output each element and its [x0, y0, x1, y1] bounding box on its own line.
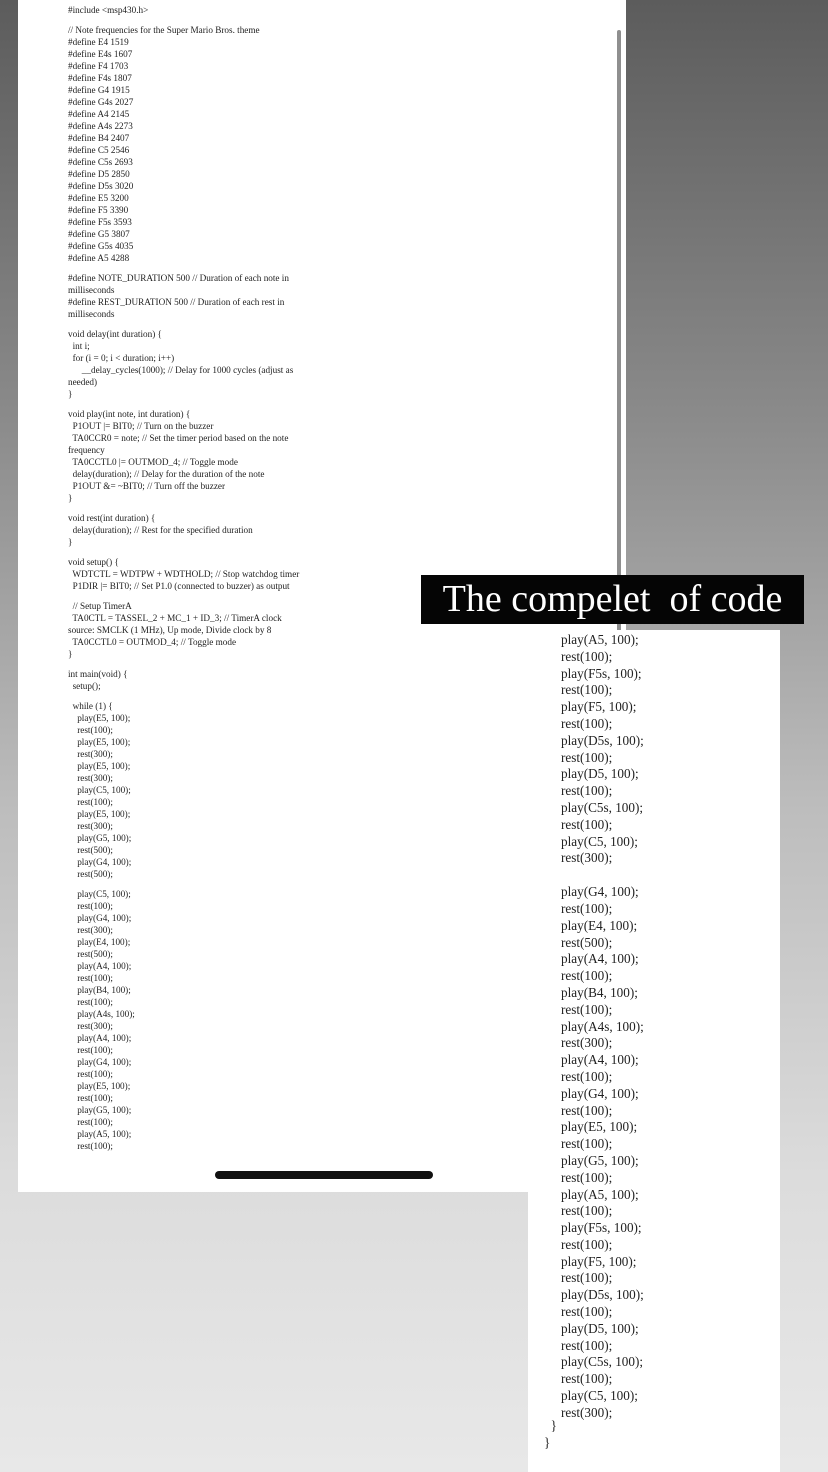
code-line: rest(100); [68, 1045, 113, 1055]
code-line: play(C5s, 100); [561, 1354, 644, 1370]
code-line: rest(100); [68, 725, 113, 735]
code-line: rest(100); [68, 1069, 113, 1079]
code-line: rest(300); [68, 821, 113, 831]
code-line: play(A4, 100); [561, 951, 639, 967]
code-line: rest(100); [561, 816, 613, 832]
code-line: #define E4 1519 [68, 37, 129, 47]
code-line: rest(100); [68, 901, 113, 911]
code-line: play(A4s, 100); [68, 1009, 135, 1019]
code-line: milliseconds [68, 309, 115, 319]
code-line: void setup() { [68, 557, 119, 567]
code-line: play(A5, 100); [561, 632, 639, 647]
code-line: #define A5 4288 [68, 253, 130, 263]
closing-brace: } [544, 1434, 551, 1450]
code-line: play(F5s, 100); [561, 665, 642, 681]
code-line: __delay_cycles(1000); // Delay for 1000 cycles (adjust as [68, 365, 294, 375]
code-line: rest(100); [68, 797, 113, 807]
code-line: P1DIR |= BIT0; // Set P1.0 (connected to buzzer) as output [68, 581, 290, 591]
code-line: rest(100); [561, 648, 613, 664]
code-line: #define F5s 3593 [68, 217, 132, 227]
code-line: TA0CCTL0 |= OUTMOD_4; // Toggle mode [68, 457, 238, 467]
code-line: rest(300); [561, 850, 613, 866]
home-indicator[interactable] [215, 1171, 433, 1179]
code-line: #define E4s 1607 [68, 49, 133, 59]
code-line: rest(500); [68, 845, 113, 855]
code-line: #define B4 2407 [68, 133, 130, 143]
code-line: #define G4 1915 [68, 85, 130, 95]
code-line: delay(duration); // Delay for the duration of the note [68, 469, 265, 479]
code-line: play(A4, 100); [68, 961, 132, 971]
code-line: for (i = 0; i < duration; i++) [68, 353, 175, 363]
code-line: #define F4 1703 [68, 61, 129, 71]
code-line: rest(100); [561, 1001, 613, 1017]
code-line: rest(100); [561, 1337, 613, 1353]
code-line: void rest(int duration) { [68, 513, 156, 523]
code-line: play(E5, 100); [68, 1081, 131, 1091]
code-line: P1OUT &= ~BIT0; // Turn off the buzzer [68, 481, 226, 491]
code-line: WDTCTL = WDTPW + WDTHOLD; // Stop watchdog timer [68, 569, 300, 579]
code-line: play(C5, 100); [68, 785, 131, 795]
code-line: rest(100); [561, 1236, 613, 1252]
code-line: play(E4, 100); [561, 917, 638, 933]
code-line: play(C5, 100); [68, 889, 131, 899]
code-line: rest(500); [68, 949, 113, 959]
blank-line [561, 867, 644, 884]
code-line: rest(100); [68, 973, 113, 983]
code-line: rest(500); [561, 934, 613, 950]
code-line: play(D5s, 100); [561, 1287, 644, 1303]
code-line: play(E5, 100); [68, 809, 131, 819]
code-line: rest(300); [68, 925, 113, 935]
code-line: rest(100); [561, 682, 613, 698]
code-line: play(G5, 100); [68, 833, 132, 843]
code-line: // Setup TimerA [68, 601, 132, 611]
code-line: TA0CCTL0 = OUTMOD_4; // Toggle mode [68, 637, 237, 647]
code-line: rest(100); [68, 1093, 113, 1103]
code-line: play(B4, 100); [68, 985, 131, 995]
code-line: play(G4, 100); [68, 857, 132, 867]
code-line: play(G4, 100); [561, 1085, 639, 1101]
code-line: while (1) { [68, 701, 113, 711]
code-line: play(G5, 100); [561, 1152, 639, 1168]
code-line: play(A4, 100); [561, 1052, 639, 1068]
code-line: #define G5s 4035 [68, 241, 134, 251]
code-line: delay(duration); // Rest for the specified duration [68, 525, 253, 535]
code-line: play(A5, 100); [68, 1129, 132, 1139]
code-line: rest(500); [68, 869, 113, 879]
code-line: play(C5s, 100); [561, 799, 644, 815]
code-line: void delay(int duration) { [68, 329, 162, 339]
code-line: play(E4, 100); [68, 937, 131, 947]
code-line: rest(100); [68, 1117, 113, 1127]
code-line: rest(100); [561, 1068, 613, 1084]
scrollbar[interactable] [617, 30, 621, 640]
code-line: rest(300); [68, 1021, 113, 1031]
blank-line [68, 16, 614, 24]
code-line: play(G4, 100); [68, 913, 132, 923]
code-line: int i; [68, 341, 90, 351]
caption-label: The compelet of code [421, 575, 804, 624]
code-line: play(F5, 100); [561, 1253, 637, 1269]
code-line: rest(100); [561, 900, 613, 916]
closing-brace: } [544, 1418, 557, 1433]
code-line: play(D5s, 100); [561, 732, 644, 748]
code-line: play(A4s, 100); [561, 1018, 644, 1034]
code-line: play(G5, 100); [68, 1105, 132, 1115]
code-line: play(F5, 100); [561, 699, 637, 715]
code-line: #define A4s 2273 [68, 121, 133, 131]
code-listing-right [561, 632, 644, 1422]
code-line: } [68, 389, 73, 399]
code-line: TA0CTL = TASSEL_2 + MC_1 + ID_3; // TimerA clock [68, 613, 282, 623]
code-line: P1OUT |= BIT0; // Turn on the buzzer [68, 421, 214, 431]
blank-line [68, 400, 614, 408]
code-line: needed) [68, 377, 98, 387]
code-line: rest(100); [561, 1169, 613, 1185]
code-line: #define C5s 2693 [68, 157, 133, 167]
code-line: int main(void) { [68, 669, 128, 679]
code-line: #define F4s 1807 [68, 73, 132, 83]
code-line: milliseconds [68, 285, 115, 295]
code-line: play(E5, 100); [68, 737, 131, 747]
code-line: rest(300); [68, 749, 113, 759]
code-line: TA0CCR0 = note; // Set the timer period based on the note [68, 433, 289, 443]
code-line: rest(100); [561, 1203, 613, 1219]
code-line: play(F5s, 100); [561, 1220, 642, 1236]
code-line: play(D5, 100); [561, 1320, 639, 1336]
code-line: rest(100); [561, 1270, 613, 1286]
code-line: rest(300); [68, 773, 113, 783]
code-line: } [68, 537, 73, 547]
code-line: play(E5, 100); [68, 713, 131, 723]
code-line: #define F5 3390 [68, 205, 129, 215]
code-line: #include <msp430.h> [68, 5, 149, 15]
code-line: // Note frequencies for the Super Mario Bros. theme [68, 25, 260, 35]
code-line: } [68, 649, 73, 659]
blank-line [68, 264, 614, 272]
code-line: #define D5s 3020 [68, 181, 134, 191]
code-page-right [528, 630, 780, 1472]
blank-line [68, 504, 614, 512]
code-line: frequency [68, 445, 105, 455]
code-line: rest(100); [561, 1136, 613, 1152]
code-line: rest(300); [561, 1404, 613, 1420]
code-line: rest(100); [68, 997, 113, 1007]
code-line: play(E5, 100); [68, 761, 131, 771]
code-line: play(A4, 100); [68, 1033, 132, 1043]
code-line: source: SMCLK (1 MHz), Up mode, Divide clock by 8 [68, 625, 272, 635]
code-line: rest(100); [561, 1304, 613, 1320]
blank-line [68, 320, 614, 328]
code-line: play(G4, 100); [561, 884, 639, 900]
code-line: play(E5, 100); [561, 1119, 638, 1135]
code-line: rest(300); [561, 1035, 613, 1051]
code-line: #define NOTE_DURATION 500 // Duration of each note in [68, 273, 289, 283]
blank-line [68, 548, 614, 556]
code-line: play(G4, 100); [68, 1057, 132, 1067]
code-line: play(B4, 100); [561, 984, 638, 1000]
code-line: rest(100); [561, 968, 613, 984]
code-line: rest(100); [561, 749, 613, 765]
code-line: rest(100); [561, 783, 613, 799]
code-line: #define REST_DURATION 500 // Duration of each rest in [68, 297, 285, 307]
code-line: #define A4 2145 [68, 109, 130, 119]
code-line: #define D5 2850 [68, 169, 130, 179]
code-line: play(C5, 100); [561, 1388, 638, 1404]
code-line: setup(); [68, 681, 101, 691]
code-line: rest(100); [561, 1371, 613, 1387]
code-line: rest(100); [561, 1102, 613, 1118]
code-line: #define G5 3807 [68, 229, 130, 239]
code-line: rest(100); [68, 1141, 113, 1151]
code-line: #define C5 2546 [68, 145, 130, 155]
code-line: play(A5, 100); [561, 1186, 639, 1202]
code-line: #define E5 3200 [68, 193, 129, 203]
code-line: #define G4s 2027 [68, 97, 134, 107]
code-line: } [68, 493, 73, 503]
code-line: void play(int note, int duration) { [68, 409, 191, 419]
code-line: play(D5, 100); [561, 766, 639, 782]
code-line: play(C5, 100); [561, 833, 638, 849]
closing-braces [544, 1418, 584, 1452]
code-line: rest(100); [561, 715, 613, 731]
